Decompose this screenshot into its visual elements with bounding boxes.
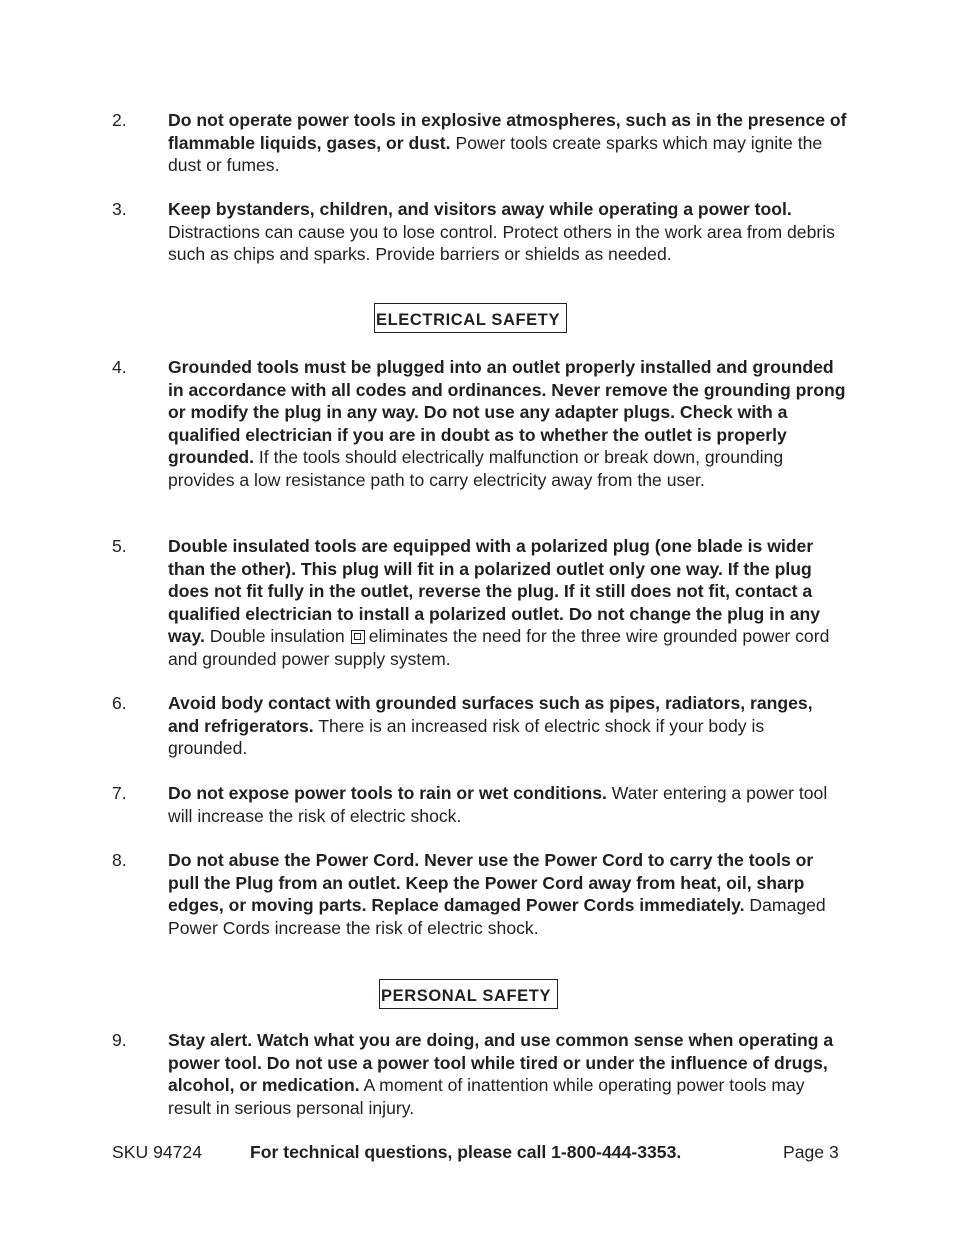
item-warning: Double insulated tools are equipped with a polarized plug (one blade is wider than the other). This plug will fit in a polarized outlet only one way. If the plug does not fit fully in the outlet, reverse the plug. If it still does not fit, contact a qualified electrician to install a polarized outlet. Do not change the plug in any way. xyxy=(168,536,821,646)
item-text xyxy=(168,109,848,177)
item-text xyxy=(168,849,848,939)
item-text xyxy=(168,692,848,760)
footer-sku: SKU 94724 xyxy=(112,1142,202,1162)
item-explanation: Distractions can cause you to lose control. Protect others in the work area from debris such as chips and sparks. Provide barriers or shields as needed. xyxy=(168,221,835,264)
item-explanation: Damaged Power Cords increase the risk of electric shock. xyxy=(168,895,826,938)
item-text xyxy=(168,782,848,827)
item-explanation: Water entering a power tool will increase the risk of electric shock. xyxy=(168,783,828,826)
footer-page-number: Page 3 xyxy=(783,1142,839,1162)
double-insulation-icon xyxy=(351,630,365,644)
item-explanation: If the tools should electrically malfunction or break down, grounding provides a low resistance path to carry electricity away from the user. xyxy=(168,447,784,490)
item-number: 2. xyxy=(112,110,127,130)
item-number: 5. xyxy=(112,536,127,556)
item-warning: Avoid body contact with grounded surfaces such as pipes, radiators, ranges, and refrigerators. xyxy=(168,693,813,736)
item-warning: Do not abuse the Power Cord. Never use the Power Cord to carry the tools or pull the Plug from an outlet. Keep the Power Cord away from heat, oil, sharp edges, or moving parts. Replace damaged Power Cords immediately. xyxy=(168,850,814,915)
item-warning: Grounded tools must be plugged into an outlet properly installed and grounded in accordance with all codes and ordinances. Never remove the grounding prong or modify the plug in any way. Do not use any adapter plugs. Check with a qualified electrician if you are in doubt as to whether the outlet is properly grounded. xyxy=(168,357,846,467)
item-warning: Do not operate power tools in explosive atmospheres, such as in the presence of flammable liquids, gases, or dust. xyxy=(168,110,847,153)
item-explanation: A moment of inattention while operating power tools may result in serious personal injury. xyxy=(168,1075,805,1118)
item-explanation-end: eliminates the need for the three wire grounded power cord and grounded power supply system. xyxy=(168,626,830,669)
item-number: 7. xyxy=(112,783,127,803)
item-warning: Keep bystanders, children, and visitors away while operating a power tool. xyxy=(168,199,792,219)
item-explanation: Power tools create sparks which may ignite the dust or fumes. xyxy=(168,132,823,175)
item-text xyxy=(168,535,848,670)
item-number: 4. xyxy=(112,357,127,377)
item-warning: Do not expose power tools to rain or wet conditions. xyxy=(168,783,607,803)
personal-safety-heading: PERSONAL SAFETY xyxy=(379,979,558,1009)
item-warning: Stay alert. Watch what you are doing, and use common sense when operating a power tool. Do not use a power tool while tired or under the influence of drugs, alcohol, or medication. xyxy=(168,1030,834,1095)
item-text xyxy=(168,356,848,491)
electrical-safety-heading: ELECTRICAL SAFETY xyxy=(374,303,567,333)
item-number: 3. xyxy=(112,199,127,219)
footer-phone: For technical questions, please call 1-800-444-3353. xyxy=(250,1142,682,1162)
item-explanation: There is an increased risk of electric shock if your body is grounded. xyxy=(168,715,765,758)
item-text xyxy=(168,198,848,266)
item-explanation-start: Double insulation xyxy=(209,626,345,646)
item-text xyxy=(168,1029,848,1119)
item-number: 9. xyxy=(112,1030,127,1050)
item-number: 6. xyxy=(112,693,127,713)
item-number: 8. xyxy=(112,850,127,870)
